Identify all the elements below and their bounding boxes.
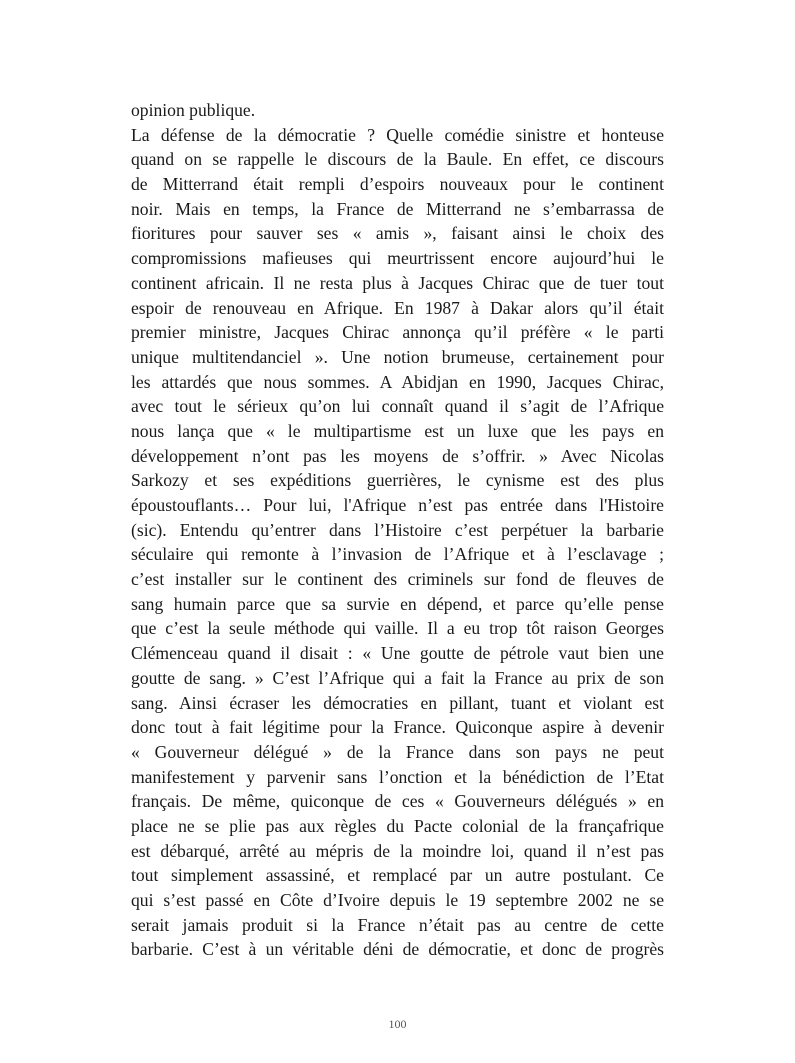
text-line: (sic). Entendu qu’entrer dans l’Histoire c’est perpétuer la barbarie bbox=[131, 519, 664, 540]
text-line: noir. Mais en temps, la France de Mitterrand ne s’embarrassa de bbox=[131, 198, 664, 219]
text-line: premier ministre, Jacques Chirac annonça qu’il préfère « le parti bbox=[131, 322, 664, 343]
text-line: Clémenceau quand il disait : « Une goutte de pétrole vaut bien une bbox=[131, 643, 664, 664]
text-line: opinion publique. bbox=[131, 100, 256, 120]
text-line: développement n’ont pas les moyens de s’offrir. » Avec Nicolas bbox=[131, 445, 664, 466]
page-number: 100 bbox=[388, 1017, 407, 1031]
text-line: place ne se plie pas aux règles du Pacte colonial de la françafrique bbox=[131, 815, 664, 836]
text-line: donc tout à fait légitime pour la France. Quiconque aspire à devenir bbox=[131, 717, 664, 738]
text-line: unique multitendanciel ». Une notion brumeuse, certainement pour bbox=[131, 346, 664, 367]
text-line: compromissions mafieuses qui meurtrissent encore aujourd’hui le bbox=[131, 248, 664, 269]
text-line: français. De même, quiconque de ces « Gouverneurs délégués » en bbox=[131, 791, 664, 812]
text-line: continent africain. Il ne resta plus à Jacques Chirac que de tuer tout bbox=[131, 272, 664, 293]
text-line: sang. Ainsi écraser les démocraties en pillant, tuant et violant est bbox=[131, 692, 664, 713]
text-line: goutte de sang. » C’est l’Afrique qui a fait la France au prix de son bbox=[131, 667, 664, 688]
text-line: que c’est la seule méthode qui vaille. Il a eu trop tôt raison Georges bbox=[131, 618, 664, 639]
text-line: époustouflants… Pour lui, l'Afrique n’est pas entrée dans l'Histoire bbox=[131, 495, 664, 515]
text-line: quand on se rappelle le discours de la Baule. En effet, ce discours bbox=[131, 149, 664, 170]
text-line: « Gouverneur délégué » de la France dans son pays ne peut bbox=[131, 741, 664, 762]
text-line: espoir de renouveau en Afrique. En 1987 à Dakar alors qu’il était bbox=[131, 297, 664, 318]
text-line: avec tout le sérieux qu’on lui connaît quand il s’agit de l’Afrique bbox=[131, 396, 664, 417]
text-line: séculaire qui remonte à l’invasion de l’Afrique et à l’esclavage ; bbox=[131, 544, 664, 565]
text-line: nous lança que « le multipartisme est un luxe que les pays en bbox=[131, 420, 664, 441]
text-line: barbarie. C’est à un véritable déni de démocratie, et donc de progrès bbox=[131, 939, 664, 960]
text-line: de Mitterrand était rempli d’espoirs nouveaux pour le continent bbox=[131, 174, 664, 195]
text-line: serait jamais produit si la France n’était pas au centre de cette bbox=[131, 914, 664, 935]
text-line: sang humain parce que sa survie en dépend, et parce qu’elle pense bbox=[131, 593, 664, 614]
text-line: Sarkozy et ses expéditions guerrières, le cynisme est des plus bbox=[131, 470, 664, 491]
text-line: fioritures pour sauver ses « amis », faisant ainsi le choix des bbox=[131, 223, 664, 244]
text-line: c’est installer sur le continent des criminels sur fond de fleuves de bbox=[131, 569, 664, 590]
text-line: La défense de la démocratie ? Quelle comédie sinistre et honteuse bbox=[131, 124, 664, 145]
text-line: tout simplement assassiné, et remplacé par un autre postulant. Ce bbox=[131, 865, 664, 886]
text-line: est débarqué, arrêté au mépris de la moindre loi, quand il n’est pas bbox=[131, 840, 664, 861]
text-line: qui s’est passé en Côte d’Ivoire depuis le 19 septembre 2002 ne se bbox=[131, 890, 664, 910]
body-text bbox=[131, 98, 664, 962]
text-line: les attardés que nous sommes. A Abidjan en 1990, Jacques Chirac, bbox=[131, 371, 664, 392]
text-line: manifestement y parvenir sans l’onction et la bénédiction de l’Etat bbox=[131, 766, 664, 787]
